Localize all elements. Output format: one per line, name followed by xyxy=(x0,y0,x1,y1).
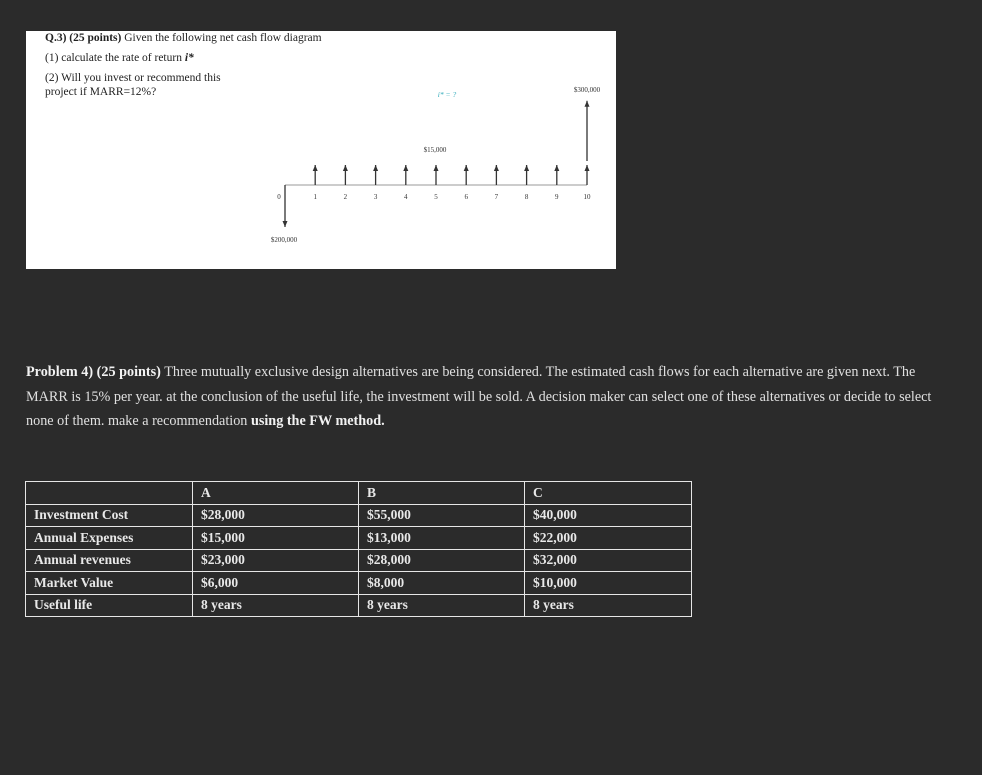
table-header-cell: C xyxy=(525,482,692,505)
table-cell: $10,000 xyxy=(525,572,692,595)
final-inflow-label: $300,000 xyxy=(573,86,601,94)
arrowhead-up xyxy=(343,165,348,171)
q3-title-rest: Given the following net cash flow diagram xyxy=(121,32,322,44)
table-header-cell: A xyxy=(193,482,359,505)
rate-label: i* = ? xyxy=(437,90,457,99)
period-label: 0 xyxy=(277,193,281,201)
annual-inflow-label: $15,000 xyxy=(423,146,447,154)
q3-part1-text: (1) calculate the rate of return xyxy=(45,52,185,64)
problem4-statement xyxy=(26,360,956,434)
table-cell: $22,000 xyxy=(525,527,692,550)
period-label: 2 xyxy=(343,193,348,201)
arrowhead-up xyxy=(434,165,439,171)
q3-part2-line2: project if MARR=12%? xyxy=(45,86,157,98)
problem4-method: using the FW method. xyxy=(250,413,385,430)
table-cell: 8 years xyxy=(193,594,359,617)
q3-title-bold: Q.3) (25 points) xyxy=(45,32,122,44)
table-header-cell: B xyxy=(359,482,525,505)
initial-outflow-label: $200,000 xyxy=(270,236,298,244)
table-cell: $40,000 xyxy=(525,504,692,527)
problem4-body: Three mutually exclusive design alternatives are being considered. The estimated cash flows for each alternative are given next. The MARR is 15% per year. at the conclusion of the useful life, the investment will be sold. A decision maker can select one of these alternatives or decide to select none of them. make a recommendation xyxy=(26,364,932,430)
table-cell: $15,000 xyxy=(193,527,359,550)
table-cell: $32,000 xyxy=(525,549,692,572)
arrowhead-up xyxy=(373,165,378,171)
q3-panel xyxy=(26,31,616,269)
q3-part2-line1: (2) Will you invest or recommend this xyxy=(45,72,221,84)
table-row xyxy=(26,594,692,617)
table-header-row xyxy=(26,482,692,505)
table-row xyxy=(26,549,692,572)
period-label: 8 xyxy=(524,193,529,201)
row-label: Annual revenues xyxy=(26,549,193,572)
table-cell: $28,000 xyxy=(359,549,525,572)
cashflow-diagram xyxy=(26,31,616,269)
arrowhead-up-final xyxy=(585,101,590,107)
period-label: 5 xyxy=(434,193,438,201)
alternatives-table xyxy=(25,481,692,617)
table-cell: 8 years xyxy=(359,594,525,617)
table-cell: $6,000 xyxy=(193,572,359,595)
rate-symbol: i* xyxy=(184,52,194,64)
table-row xyxy=(26,504,692,527)
row-label: Investment Cost xyxy=(26,504,193,527)
table-header-cell xyxy=(26,482,193,505)
period-label: 6 xyxy=(464,193,468,201)
period-label: 3 xyxy=(373,193,378,201)
table-cell: $8,000 xyxy=(359,572,525,595)
table-cell: $55,000 xyxy=(359,504,525,527)
arrowhead-up xyxy=(403,165,408,171)
row-label: Market Value xyxy=(26,572,193,595)
table-cell: 8 years xyxy=(525,594,692,617)
row-label: Useful life xyxy=(26,594,193,617)
arrowhead-up xyxy=(585,165,590,171)
arrowhead-down xyxy=(283,221,288,227)
arrowhead-up xyxy=(524,165,529,171)
period-label: 9 xyxy=(555,193,559,201)
period-label: 10 xyxy=(583,193,591,201)
arrowhead-up xyxy=(494,165,499,171)
table-row xyxy=(26,527,692,550)
period-label: 4 xyxy=(404,193,408,201)
problem4-title: Problem 4) (25 points) xyxy=(26,364,161,380)
table-cell: $13,000 xyxy=(359,527,525,550)
arrowhead-up xyxy=(464,165,469,171)
table-cell: $23,000 xyxy=(193,549,359,572)
period-label: 1 xyxy=(313,193,317,201)
row-label: Annual Expenses xyxy=(26,527,193,550)
arrowhead-up xyxy=(313,165,318,171)
table-cell: $28,000 xyxy=(193,504,359,527)
table-row xyxy=(26,572,692,595)
arrowhead-up xyxy=(554,165,559,171)
period-label: 7 xyxy=(494,193,499,201)
